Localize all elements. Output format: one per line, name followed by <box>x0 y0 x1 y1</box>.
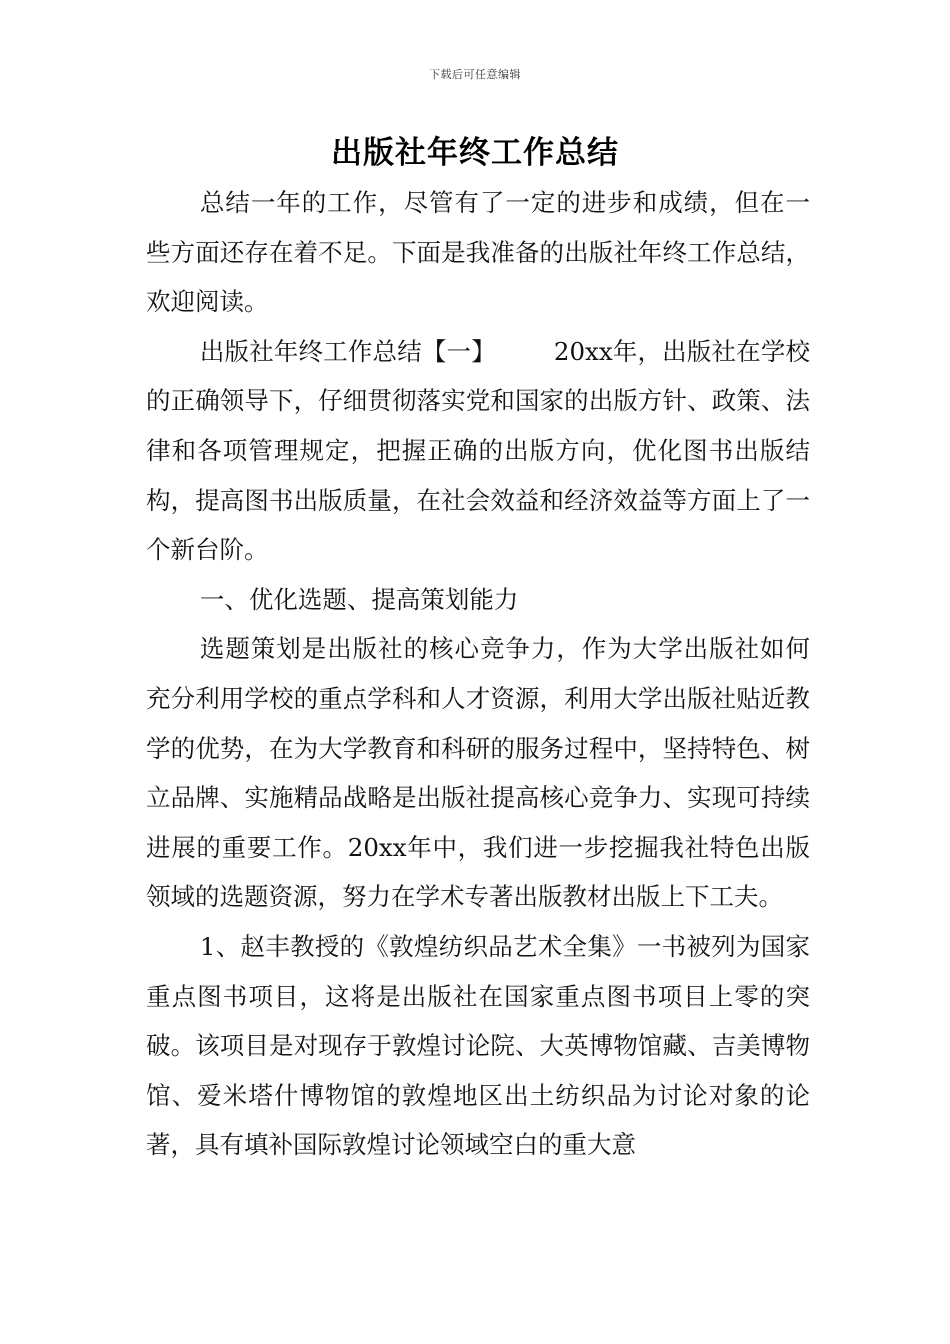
intro-paragraph: 总结一年的工作，尽管有了一定的进步和成绩，但在一些方面还存在着不足。下面是我准备的出版社年终工作总结，欢迎阅读。 <box>146 188 810 317</box>
header-note: 下载后可任意编辑 <box>429 68 521 81</box>
section-one-text: 20xx年，出版社在学校的正确领导下，仔细贯彻落实党和国家的出版方针、政策、法律和各项管理规定，把握正确的出版方向，优化图书出版结构，提高图书出版质量，在社会效益和经济效益等方面上了一个新台阶。 <box>146 336 811 565</box>
document-body <box>146 178 810 1170</box>
document-title: 出版社年终工作总结 <box>331 135 619 171</box>
section-one-paragraph <box>146 327 810 575</box>
item-one-paragraph: 1、赵丰教授的《敦煌纺织品艺术全集》一书被列为国家重点图书项目，这将是出版社在国家重点图书项目上零的突破。该项目是对现存于敦煌讨论院、大英博物馆藏、吉美博物馆、爱米塔什博物馆的敦煌地区出土纺织品为讨论对象的论著，具有填补国际敦煌讨论领域空白的重大意 <box>146 931 810 1160</box>
section-heading-1: 一、优化选题、提高策划能力 <box>199 584 519 614</box>
section-one-label: 出版社年终工作总结【一】 <box>199 336 496 366</box>
topic-paragraph: 选题策划是出版社的核心竞争力，作为大学出版社如何充分利用学校的重点学科和人才资源，利用大学出版社贴近教学的优势，在为大学教育和科研的服务过程中，坚持特色、树立品牌、实施精品战略是出版社提高核心竞争力、实现可持续进展的重要工作。20xx年中，我们进一步挖掘我社特色出版领域的选题资源，努力在学术专著出版教材出版上下工夫。 <box>146 634 810 912</box>
